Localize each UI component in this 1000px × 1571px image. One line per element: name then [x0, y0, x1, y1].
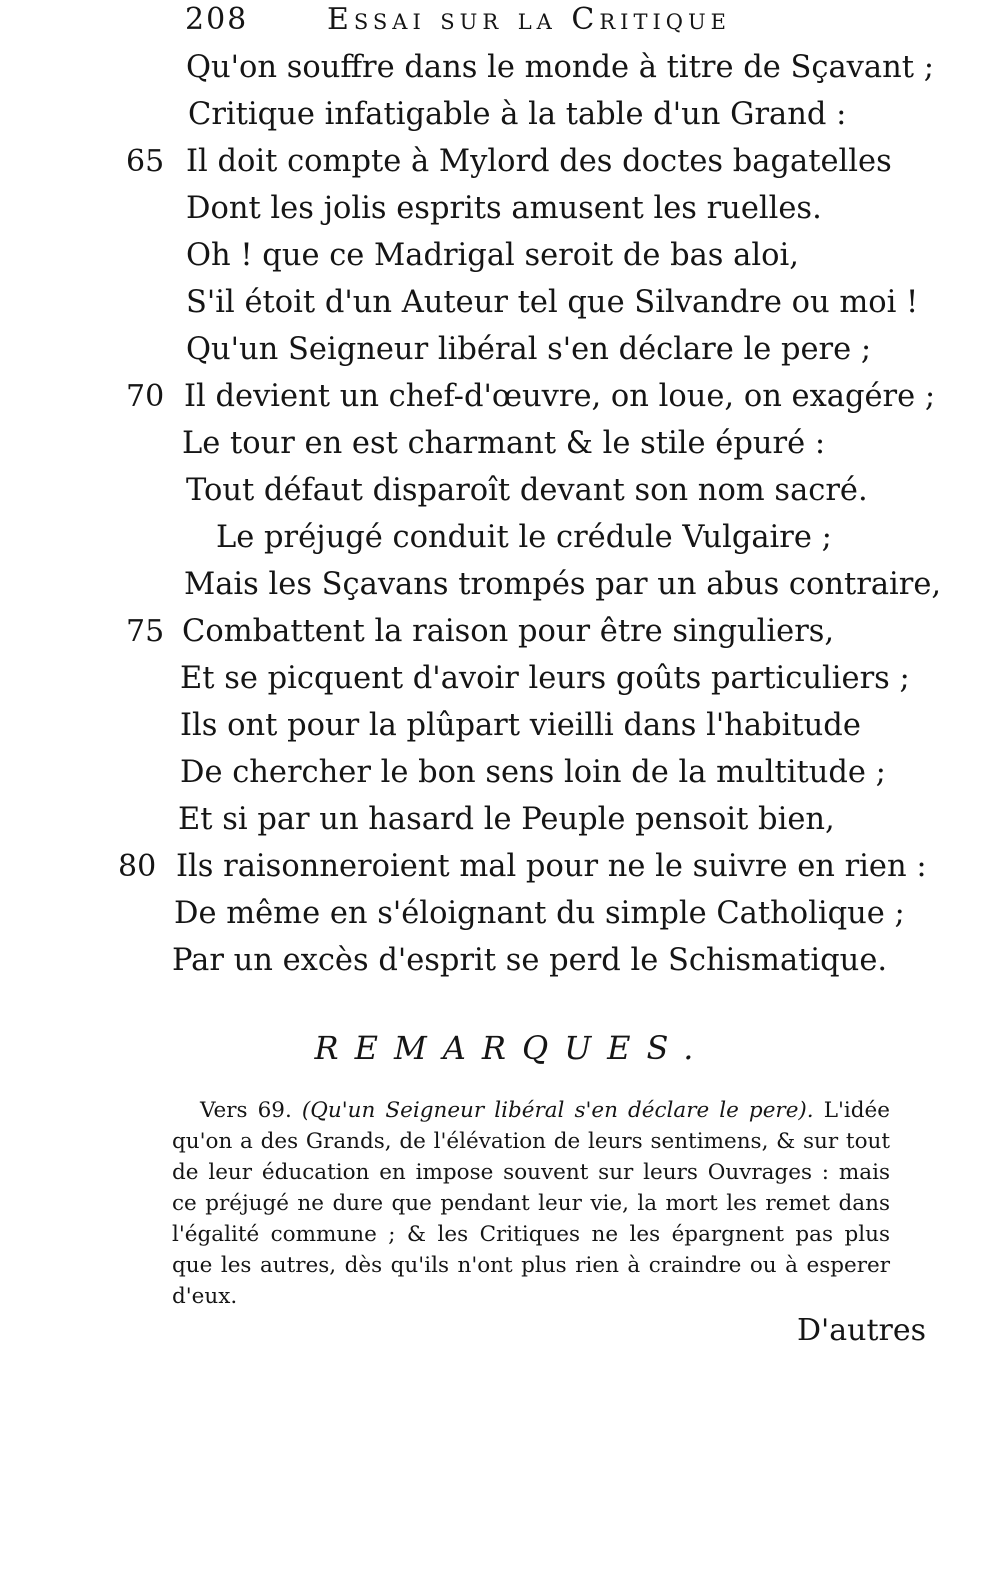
verse-number: 70 [126, 379, 165, 414]
verse-text: Qu'on souffre dans le monde à titre de Sçavant ; [186, 50, 934, 85]
verse-line [0, 937, 1000, 984]
verse-text: Et se picquent d'avoir leurs goûts particuliers ; [180, 661, 910, 696]
verse-line [0, 796, 1000, 843]
verse-text: Mais les Sçavans trompés par un abus contraire, [184, 567, 942, 602]
note-reference: Vers 69. [200, 1098, 292, 1123]
verse-line [0, 749, 1000, 796]
verse-text: De chercher le bon sens loin de la multitude ; [180, 755, 886, 790]
verse-text: Et si par un hasard le Peuple pensoit bien, [178, 802, 835, 837]
verse-number: 75 [126, 614, 165, 649]
verse-line [0, 467, 1000, 514]
verse-number: 65 [126, 144, 165, 179]
verse-line [0, 890, 1000, 937]
verse-text: Tout défaut disparoît devant son nom sacré. [186, 473, 868, 508]
verse-text: Combattent la raison pour être singuliers, [182, 614, 835, 649]
verse-text: Ils ont pour la plûpart vieilli dans l'habitude [180, 708, 861, 743]
verse-line [0, 279, 1000, 326]
verse-line [0, 655, 1000, 702]
verse-line [0, 843, 1000, 890]
verse-text: Par un excès d'esprit se perd le Schismatique. [172, 943, 888, 978]
footnote [172, 1095, 890, 1312]
verse-text: Critique infatigable à la table d'un Grand : [188, 97, 847, 132]
note-body: L'idée qu'on a des Grands, de l'élévation de leurs sentimens, & sur tout de leur éducation en impose souvent sur leurs Ouvrages : mais ce préjugé ne dure que pendant leur vie, la mort les remet dans l'égalité commune ; & les Critiques ne les épargnent pas plus que les autres, dès qu'ils n'ont plus rien à craindre ou à esperer d'eux. [172, 1098, 890, 1309]
verse-number: 80 [118, 849, 157, 884]
verse-line [0, 138, 1000, 185]
verse-line [0, 326, 1000, 373]
verse-text: Qu'un Seigneur libéral s'en déclare le pere ; [186, 332, 872, 367]
verse-line [0, 44, 1000, 91]
verse-text: Oh ! que ce Madrigal seroit de bas aloi, [186, 238, 799, 273]
verse-line [0, 420, 1000, 467]
remarks-heading: REMARQUES. [314, 1029, 710, 1067]
running-title: Essai sur la Critique [327, 2, 731, 37]
verse-line [0, 91, 1000, 138]
verse-line [0, 608, 1000, 655]
catchword: D'autres [796, 1313, 926, 1348]
poem-text [0, 44, 1000, 984]
verse-text: Il devient un chef-d'œuvre, on loue, on exagére ; [184, 379, 936, 414]
page-header [185, 2, 845, 42]
verse-text: Ils raisonneroient mal pour ne le suivre en rien : [176, 849, 927, 884]
page-number: 208 [185, 2, 249, 37]
verse-text: Il doit compte à Mylord des doctes bagatelles [186, 144, 892, 179]
verse-line [0, 561, 1000, 608]
verse-text: S'il étoit d'un Auteur tel que Silvandre ou moi ! [186, 285, 919, 320]
verse-line [0, 185, 1000, 232]
verse-line [0, 232, 1000, 279]
verse-text: Dont les jolis esprits amusent les ruelles. [186, 191, 822, 226]
verse-text: Le préjugé conduit le crédule Vulgaire ; [216, 520, 832, 555]
verse-text: Le tour en est charmant & le stile épuré : [182, 426, 826, 461]
verse-line [0, 514, 1000, 561]
verse-line [0, 702, 1000, 749]
verse-line [0, 373, 1000, 420]
note-quote: (Qu'un Seigneur libéral s'en déclare le pere). [301, 1098, 814, 1123]
verse-text: De même en s'éloignant du simple Catholique ; [174, 896, 905, 931]
